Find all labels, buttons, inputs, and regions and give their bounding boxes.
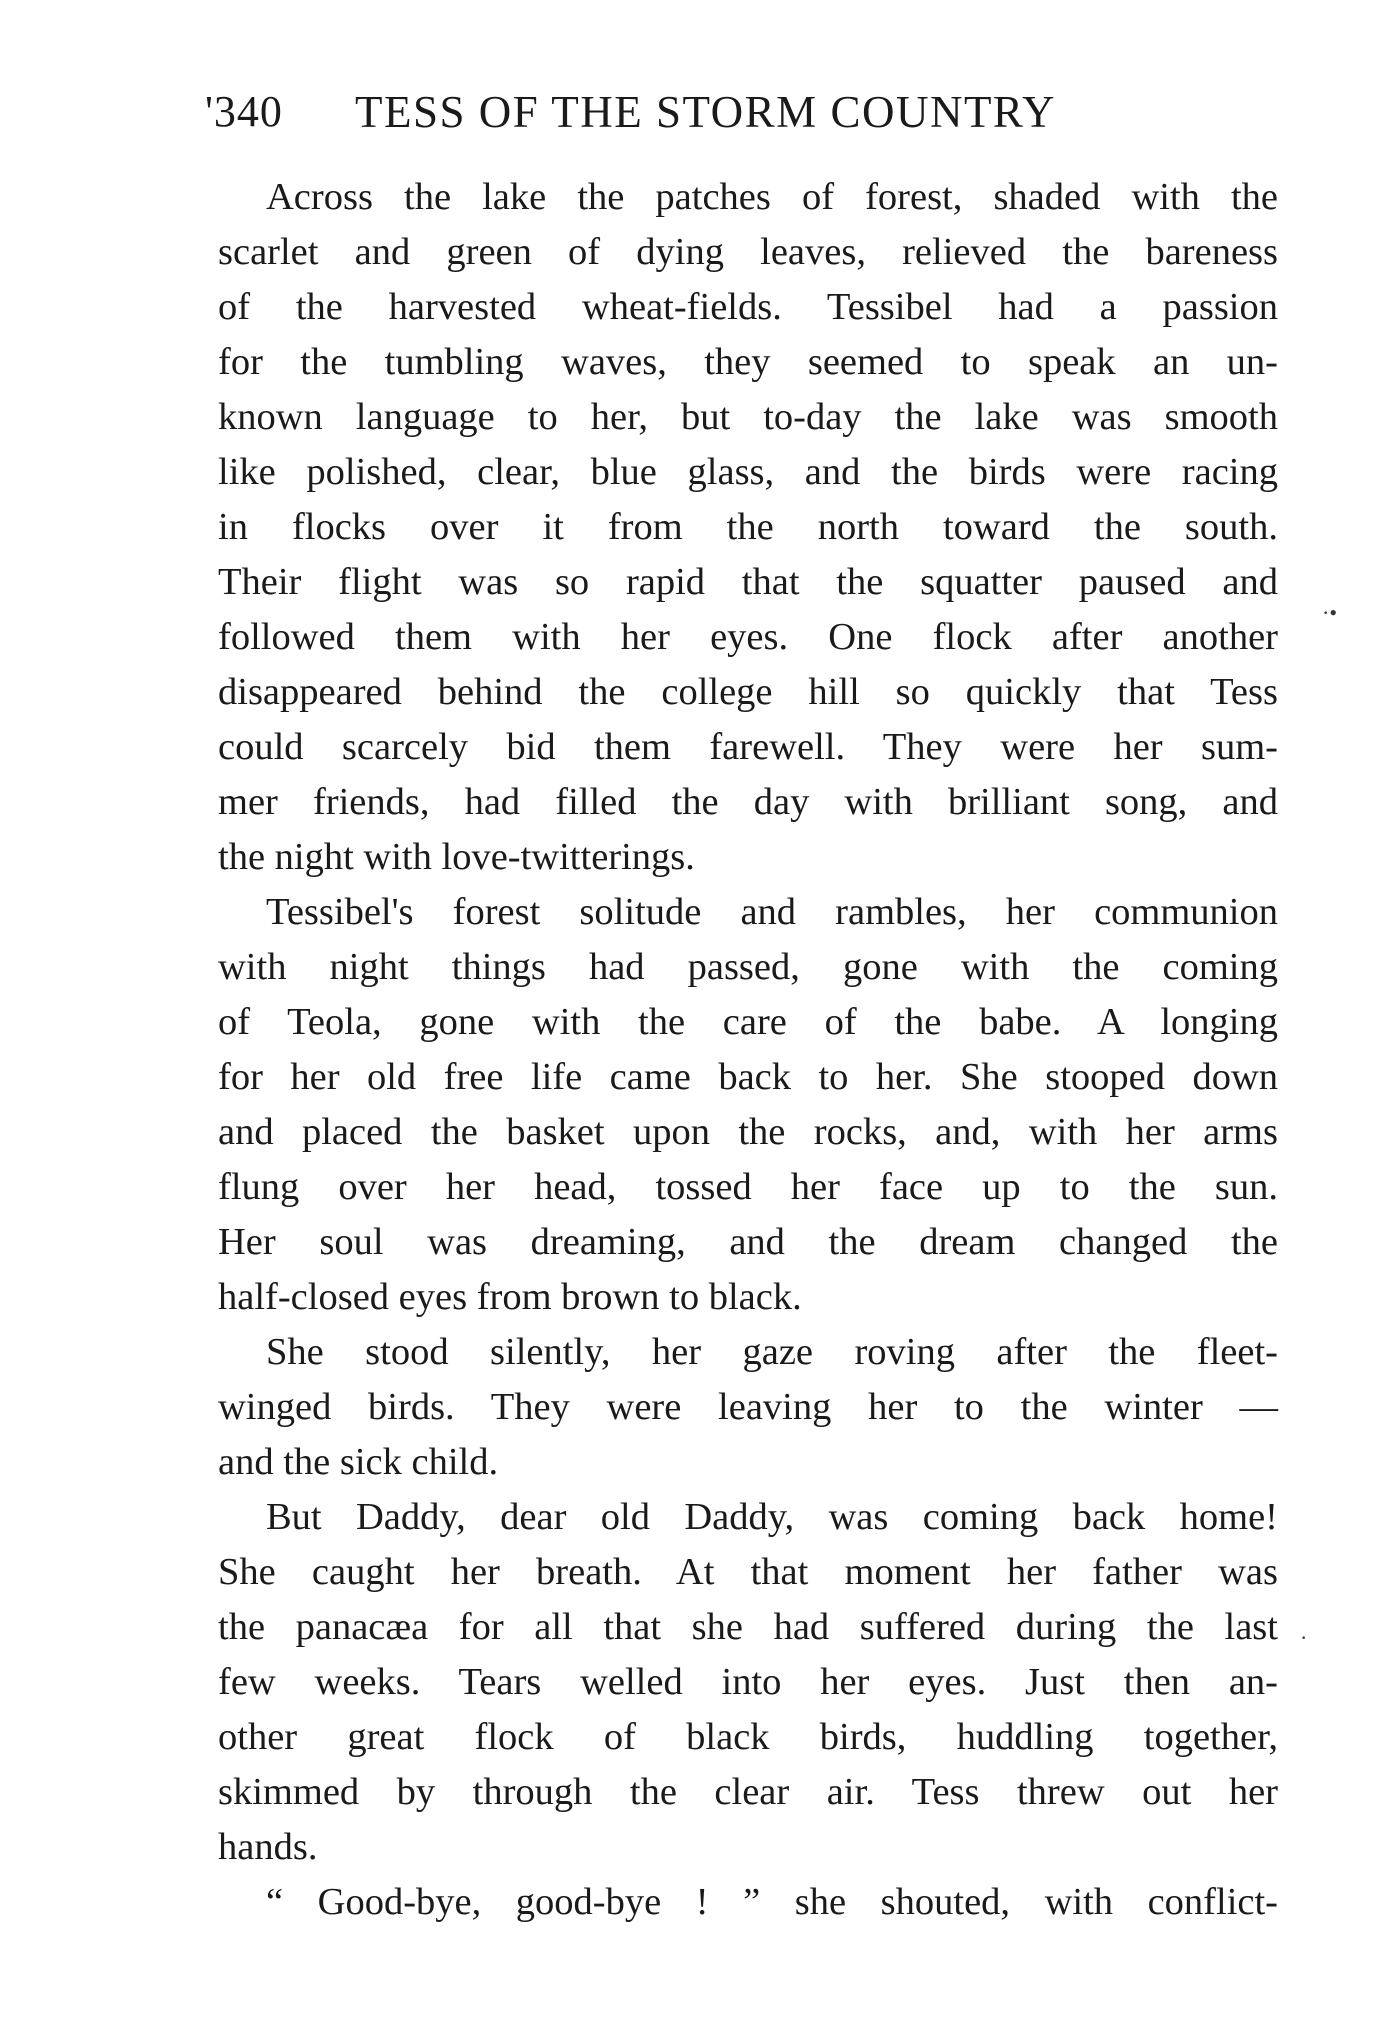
text-line: could scarcely bid them farewell. They were her sum- <box>218 726 1278 768</box>
print-speck-mark: · <box>1300 1625 1308 1650</box>
text-line: like polished, clear, blue glass, and the birds were racing <box>218 451 1278 493</box>
text-line: Their flight was so rapid that the squatter paused and <box>218 561 1278 603</box>
paragraph-3 <box>218 1325 1278 1490</box>
text-line: mer friends, had filled the day with brilliant song, and <box>218 781 1278 823</box>
paragraph-1 <box>218 170 1278 885</box>
running-head <box>205 82 1125 142</box>
text-line: known language to her, but to-day the lake was smooth <box>218 396 1278 438</box>
text-line: few weeks. Tears welled into her eyes. Just then an- <box>218 1661 1278 1703</box>
text-line: She stood silently, her gaze roving after the fleet- <box>266 1331 1278 1373</box>
text-line: of the harvested wheat-fields. Tessibel had a passion <box>218 286 1278 328</box>
text-line: and the sick child. <box>218 1441 499 1483</box>
text-line: skimmed by through the clear air. Tess threw out her <box>218 1771 1278 1813</box>
text-line: and placed the basket upon the rocks, and, with her arms <box>218 1111 1278 1153</box>
page-number: '340 <box>205 87 283 136</box>
text-line: of Teola, gone with the care of the babe. A longing <box>218 1001 1278 1043</box>
text-line: But Daddy, dear old Daddy, was coming back home! <box>266 1496 1278 1538</box>
print-speck-mark: ·• <box>1322 600 1338 625</box>
text-line: “ Good-bye, good-bye ! ” she shouted, with conflict- <box>266 1881 1278 1923</box>
text-line: disappeared behind the college hill so quickly that Tess <box>218 671 1278 713</box>
text-line: the panacæa for all that she had suffered during the last <box>218 1606 1278 1648</box>
text-line: for her old free life came back to her. She stooped down <box>218 1056 1278 1098</box>
text-line: other great flock of black birds, huddling together, <box>218 1716 1278 1758</box>
paragraph-4 <box>218 1490 1278 1875</box>
text-line: the night with love-twitterings. <box>218 836 695 878</box>
text-line: in flocks over it from the north toward the south. <box>218 506 1278 548</box>
text-line: half-closed eyes from brown to black. <box>218 1276 802 1318</box>
text-line: She caught her breath. At that moment her father was <box>218 1551 1278 1593</box>
paragraph-5 <box>218 1875 1278 1930</box>
text-line: flung over her head, tossed her face up to the sun. <box>218 1166 1278 1208</box>
text-line: with night things had passed, gone with the coming <box>218 946 1278 988</box>
paragraph-2 <box>218 885 1278 1325</box>
text-line: Tessibel's forest solitude and rambles, her communion <box>266 891 1278 933</box>
text-line: followed them with her eyes. One flock after another <box>218 616 1278 658</box>
text-line: Across the lake the patches of forest, shaded with the <box>266 176 1278 218</box>
body-text <box>218 170 1278 1930</box>
text-line: Her soul was dreaming, and the dream changed the <box>218 1221 1278 1263</box>
text-line: hands. <box>218 1826 318 1868</box>
text-line: winged birds. They were leaving her to the winter — <box>218 1386 1278 1428</box>
running-title: TESS OF THE STORM COUNTRY <box>355 87 1056 137</box>
text-line: for the tumbling waves, they seemed to speak an un- <box>218 341 1278 383</box>
text-line: scarlet and green of dying leaves, relieved the bareness <box>218 231 1278 273</box>
